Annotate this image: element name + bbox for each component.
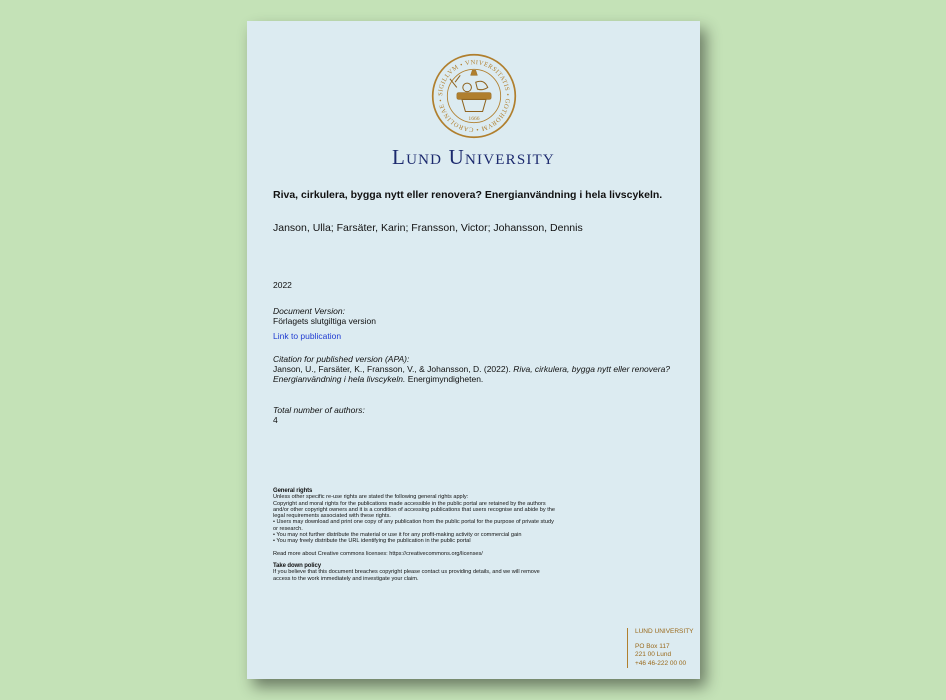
total-authors <box>273 405 365 425</box>
rights-line: legal requirements associated with these rights. <box>273 513 391 520</box>
citation-publisher: Energimyndigheten. <box>407 374 484 384</box>
footer-university: LUND UNIVERSITY <box>635 628 694 635</box>
publication-title: Riva, cirkulera, bygga nytt eller renovera? Energianvändning i hela livscykeln. <box>273 189 663 201</box>
citation-title: Riva, cirkulera, bygga nytt eller renovera? Energianvändning i hela livscykeln. <box>273 364 671 384</box>
rights-line: and/or other copyright owners and it is a condition of accessing publications that users recognise and abide by the <box>273 506 556 513</box>
take-down-line: access to the work immediately and investigate your claim. <box>273 575 419 582</box>
publication-year: 2022 <box>273 280 292 290</box>
citation-label: Citation for published version (APA): <box>273 354 410 364</box>
university-seal <box>431 53 517 139</box>
rights-line: • Users may download and print one copy of any publication from the public portal for the purpose of private study <box>273 519 554 526</box>
seal-text: SIGILLVM • VNIVERSITATIS • GOTHORVM • CAROLINAE • <box>437 59 511 133</box>
publication-link[interactable]: Link to publication <box>273 331 342 341</box>
total-authors-label: Total number of authors: <box>273 405 365 415</box>
document-version-value: Förlagets slutgiltiga version <box>273 316 376 326</box>
take-down-heading: Take down policy <box>273 562 321 569</box>
footer-box: PO Box 117 <box>635 642 670 650</box>
rights-line: • You may freely distribute the URL identifying the publication in the public portal <box>273 538 471 545</box>
footer-address <box>627 628 694 668</box>
total-authors-value: 4 <box>273 415 278 425</box>
document-version <box>273 306 376 326</box>
citation-block <box>273 354 683 384</box>
rights-line: or research. <box>273 525 303 532</box>
general-rights <box>273 488 618 582</box>
rights-line: Copyright and moral rights for the publications made accessible in the public portal are retained by the authors <box>273 500 546 507</box>
rights-line: Unless other specific re-use rights are stated the following general rights apply: <box>273 494 469 501</box>
footer-phone: +46 46-222 00 00 <box>635 659 687 667</box>
rights-line: • You may not further distribute the material or use it for any profit-making activity or commercial gain <box>273 532 522 539</box>
citation-authors: Janson, U., Farsäter, K., Fransson, V., & Johansson, D. (2022). <box>273 364 511 374</box>
footer-city: 221 00 Lund <box>635 651 672 658</box>
document-version-label: Document Version: <box>273 306 345 316</box>
general-rights-heading: General rights <box>273 488 313 494</box>
seal-year: 1666 <box>468 116 480 123</box>
document-page <box>247 21 700 679</box>
creative-commons-note: Read more about Creative commons licenses: https://creativecommons.org/licenses/ <box>273 550 483 557</box>
university-name: Lund University <box>392 145 555 169</box>
publication-authors: Janson, Ulla; Farsäter, Karin; Fransson, Victor; Johansson, Dennis <box>273 222 583 234</box>
citation-text <box>273 364 683 384</box>
take-down-line: If you believe that this document breaches copyright please contact us providing details, and we will remove <box>273 569 540 576</box>
